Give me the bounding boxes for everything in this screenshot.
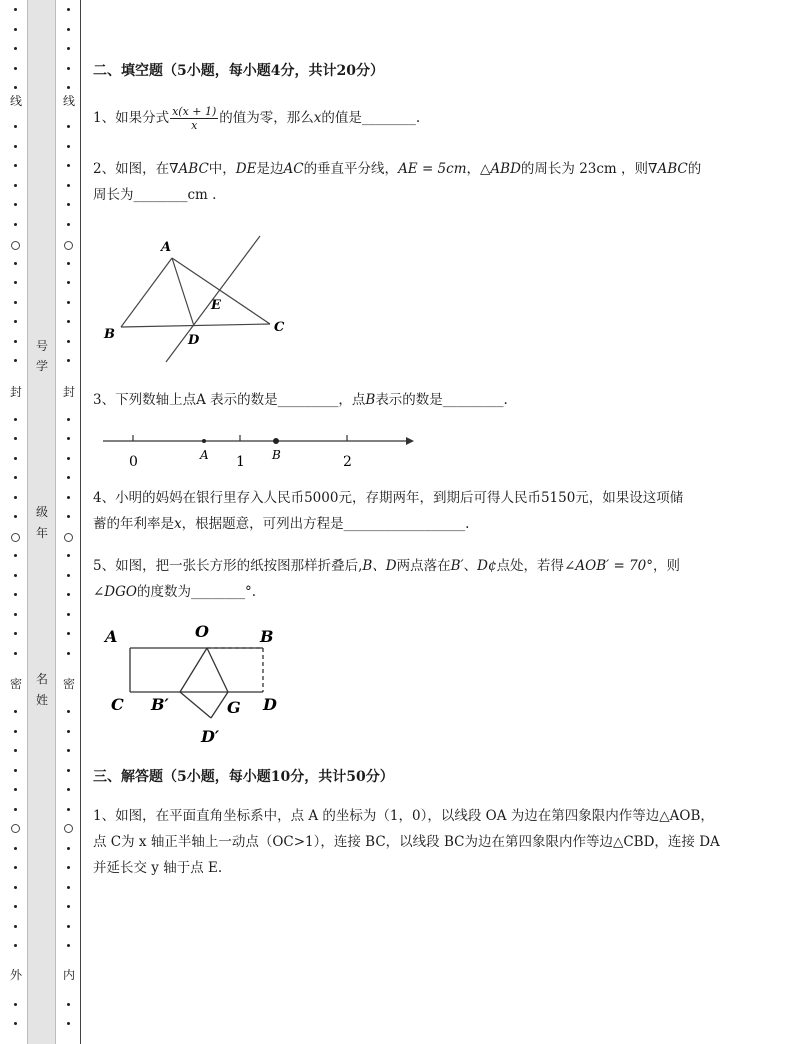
margin-dot [14, 847, 17, 850]
margin-dot [14, 515, 17, 518]
margin-dot [67, 613, 70, 616]
q2-text-f: 的周长为 23cm ，则 [520, 161, 649, 177]
margin-dot [67, 515, 70, 518]
margin-dot [14, 710, 17, 713]
q2-text-d: 的垂直平分线， [303, 161, 399, 177]
margin-dot [67, 281, 70, 284]
fig2-label-g: G [227, 698, 241, 717]
q2-segment-de: DE [235, 161, 257, 177]
margin-dot [67, 359, 70, 362]
point-a-dot [202, 439, 206, 443]
point-b-label: B [272, 448, 281, 462]
margin-dot [67, 749, 70, 752]
fill-question-3 [93, 387, 743, 413]
margin-dot [67, 496, 70, 499]
fig2-bprime-dprime [180, 692, 211, 718]
q3-point-b: B [365, 392, 376, 408]
q1-mid: 的值为零，那么 [219, 110, 314, 126]
q4-variable: x [174, 516, 182, 532]
margin-dot [14, 476, 17, 479]
margin-dot [14, 788, 17, 791]
fig1-side-bc [121, 324, 270, 327]
margin-dot [14, 1003, 17, 1006]
s3q1-line3: 并延长交 y 轴于点 E. [93, 860, 223, 876]
margin-dot [67, 944, 70, 947]
q3-text-b: 表示的数是_________. [375, 392, 508, 408]
margin-circle [11, 824, 20, 833]
q5-text-d: 点处，若得 [496, 558, 565, 574]
inner-label-feng: 封 [62, 385, 75, 399]
margin-dot [14, 944, 17, 947]
q3-text-a: 3、下列数轴上点A 表示的数是_________，点 [93, 392, 366, 408]
margin-dot [67, 593, 70, 596]
q1-suffix: 的值是________. [321, 110, 421, 126]
fill-question-1 [93, 105, 743, 132]
triangle-figure [93, 230, 293, 370]
margin-dot [67, 1022, 70, 1025]
tick-0-label: 0 [129, 454, 138, 470]
margin-dot [67, 301, 70, 304]
fig2-label-c: C [111, 695, 124, 714]
margin-dot [14, 496, 17, 499]
margin-dot [67, 262, 70, 265]
q4-text-b: ，根据题意，可列出方程是__________________. [181, 516, 470, 532]
fill-question-5 [93, 553, 743, 605]
folded-rectangle-figure [93, 618, 303, 748]
outer-label-wai: 外 [9, 968, 22, 982]
tick-2-label: 2 [343, 454, 352, 470]
number-line-arrow [406, 437, 414, 445]
margin-dot [67, 320, 70, 323]
outer-dotted-line [11, 0, 21, 1044]
fig2-label-dprime: D′ [201, 727, 220, 746]
fill-question-2 [93, 156, 743, 208]
margin-dot [67, 457, 70, 460]
margin-dot [14, 613, 17, 616]
binding-margin [0, 0, 82, 1044]
margin-dot [14, 320, 17, 323]
inner-dotted-line [64, 0, 74, 1044]
margin-dot [14, 886, 17, 889]
margin-circle [11, 241, 20, 250]
margin-dot [67, 847, 70, 850]
section3-title: 三、解答题（5小题，每小题10分，共计50分） [93, 769, 394, 785]
point-a-label: A [200, 448, 209, 462]
margin-dot [14, 301, 17, 304]
q5-text-a: 5、如图，把一张长方形的纸按图那样折叠后, [93, 558, 363, 574]
q1-fraction-denominator: x [191, 119, 198, 132]
margin-dot [67, 632, 70, 635]
margin-dot [67, 652, 70, 655]
margin-dot [67, 145, 70, 148]
margin-dot [67, 1003, 70, 1006]
margin-dot [67, 47, 70, 50]
outer-label-mi: 密 [9, 677, 22, 691]
margin-dot [14, 86, 17, 89]
q2-segment-ac: AC [283, 161, 304, 177]
margin-dot [67, 730, 70, 733]
fig2-fold-ob-prime [180, 648, 207, 692]
inner-label-xian: 线 [62, 94, 75, 108]
fig1-segment-ad [172, 258, 194, 326]
margin-dot [67, 710, 70, 713]
margin-dot [14, 749, 17, 752]
q5-line2: 的度数为________°. [137, 584, 257, 600]
fig2-label-d: D [263, 695, 277, 714]
margin-dot [14, 359, 17, 362]
q2-triangle-abc-2: ∇ABC [648, 161, 688, 177]
margin-dot [67, 86, 70, 89]
s3q1-line2: 点 C为 x 轴正半轴上一动点（OC>1），连接 BC，以线段 BC为边在第四象限内作等边△CBD，连接 DA [93, 834, 720, 850]
margin-dot [67, 67, 70, 70]
info-label-grade-char1: 级 [35, 505, 48, 519]
margin-dot [67, 866, 70, 869]
number-line-figure [101, 425, 421, 473]
margin-dot [67, 203, 70, 206]
q5-text-b: 两点落在 [396, 558, 451, 574]
q5-point-dprime: D¢ [477, 558, 497, 574]
fig1-side-ab [121, 258, 172, 327]
margin-dot [14, 47, 17, 50]
q2-line2: 周长为________cm . [93, 187, 217, 203]
tick-1-label: 1 [236, 454, 245, 470]
margin-dot [67, 437, 70, 440]
margin-dot [67, 788, 70, 791]
info-label-number-char2: 学 [35, 359, 48, 373]
q5-text-c: 、 [463, 558, 478, 574]
q4-line1: 4、小明的妈妈在银行里存入人民币5000元，存期两年，到期后可得人民币5150元，如果设这项储 [93, 490, 684, 506]
margin-dot [67, 554, 70, 557]
fig1-side-ac [172, 258, 270, 324]
q2-triangle-abd: △ABD [480, 161, 521, 177]
margin-dot [67, 184, 70, 187]
margin-dot [67, 574, 70, 577]
fig2-label-o: O [195, 622, 209, 641]
margin-dot [14, 1022, 17, 1025]
margin-dot [14, 125, 17, 128]
q2-triangle-abc: ∇ABC [169, 161, 209, 177]
q2-text-g: 的 [687, 161, 702, 177]
margin-dot [14, 905, 17, 908]
point-b-dot [273, 438, 279, 444]
fig2-label-bprime: B′ [151, 695, 169, 714]
margin-dot [67, 125, 70, 128]
margin-dot [14, 554, 17, 557]
q2-text-e: ， [466, 161, 481, 177]
info-label-name-char2: 姓 [35, 693, 48, 707]
margin-dot [67, 418, 70, 421]
fill-question-4 [93, 485, 743, 537]
q4-text-a: 蓄的年利率是 [93, 516, 174, 532]
info-label-name-char1: 名 [35, 672, 48, 686]
fig1-label-e: E [211, 298, 221, 313]
margin-dot [67, 8, 70, 11]
q5-text-e: ，则 [653, 558, 680, 574]
student-info-band [27, 0, 56, 1044]
fig1-label-c: C [274, 320, 285, 335]
margin-dot [67, 886, 70, 889]
margin-dot [67, 223, 70, 226]
info-label-number-char1: 号 [35, 339, 48, 353]
margin-dot [67, 164, 70, 167]
fig2-g-dprime [211, 692, 228, 718]
fig1-label-b: B [104, 327, 115, 342]
margin-dot [14, 925, 17, 928]
margin-dot [14, 437, 17, 440]
margin-dot [14, 418, 17, 421]
s3q1-line1: 1、如图，在平面直角坐标系中，点 A 的坐标为（1，0），以线段 OA 为边在第四象限内作等边△AOB， [93, 808, 714, 824]
margin-dot [14, 457, 17, 460]
margin-dot [14, 769, 17, 772]
margin-circle [64, 241, 73, 250]
margin-dot [14, 223, 17, 226]
margin-dot [14, 8, 17, 11]
margin-dot [67, 808, 70, 811]
margin-dot [14, 652, 17, 655]
margin-border-line [80, 0, 81, 1044]
margin-dot [67, 925, 70, 928]
margin-dot [67, 476, 70, 479]
q1-fraction [170, 105, 218, 132]
q1-fraction-numerator: x(x + 1) [172, 105, 217, 118]
inner-label-mi: 密 [62, 677, 75, 691]
fig1-label-d: D [188, 333, 200, 348]
margin-dot [14, 262, 17, 265]
q1-prefix: 1、如果分式 [93, 110, 170, 126]
margin-dot [14, 808, 17, 811]
q5-angle-dgo: ∠DGO [93, 584, 137, 600]
margin-dot [14, 632, 17, 635]
margin-dot [14, 730, 17, 733]
margin-dot [14, 184, 17, 187]
margin-dot [67, 769, 70, 772]
fig2-label-a: A [105, 627, 118, 646]
outer-label-xian: 线 [9, 94, 22, 108]
info-label-grade-char2: 年 [35, 526, 48, 540]
q2-text-b: 中， [208, 161, 236, 177]
q5-point-bprime: B′ [450, 558, 464, 574]
q2-text-a: 2、如图，在 [93, 161, 170, 177]
margin-dot [14, 28, 17, 31]
fig1-label-a: A [161, 240, 172, 255]
q1-variable: x [313, 110, 322, 126]
q2-text-c: 是边 [256, 161, 284, 177]
margin-dot [14, 164, 17, 167]
margin-circle [11, 533, 20, 542]
solve-question-1 [93, 803, 743, 881]
margin-dot [14, 203, 17, 206]
outer-label-feng: 封 [9, 385, 22, 399]
margin-dot [14, 67, 17, 70]
q2-ae-equation: AE = 5cm [398, 161, 467, 177]
margin-dot [67, 28, 70, 31]
inner-label-nei: 内 [62, 968, 75, 982]
margin-dot [67, 905, 70, 908]
margin-circle [64, 824, 73, 833]
section2-title: 二、填空题（5小题，每小题4分，共计20分） [93, 63, 384, 79]
fig2-label-b: B [260, 627, 274, 646]
margin-dot [14, 593, 17, 596]
q5-angle-aob: ∠AOB′ = 70° [564, 558, 653, 574]
margin-dot [14, 145, 17, 148]
q5-points-bd: B、D [362, 558, 397, 574]
margin-dot [14, 281, 17, 284]
margin-dot [14, 866, 17, 869]
margin-dot [67, 340, 70, 343]
margin-dot [14, 340, 17, 343]
margin-circle [64, 533, 73, 542]
margin-dot [14, 574, 17, 577]
fig2-fold-line-og [207, 648, 228, 692]
